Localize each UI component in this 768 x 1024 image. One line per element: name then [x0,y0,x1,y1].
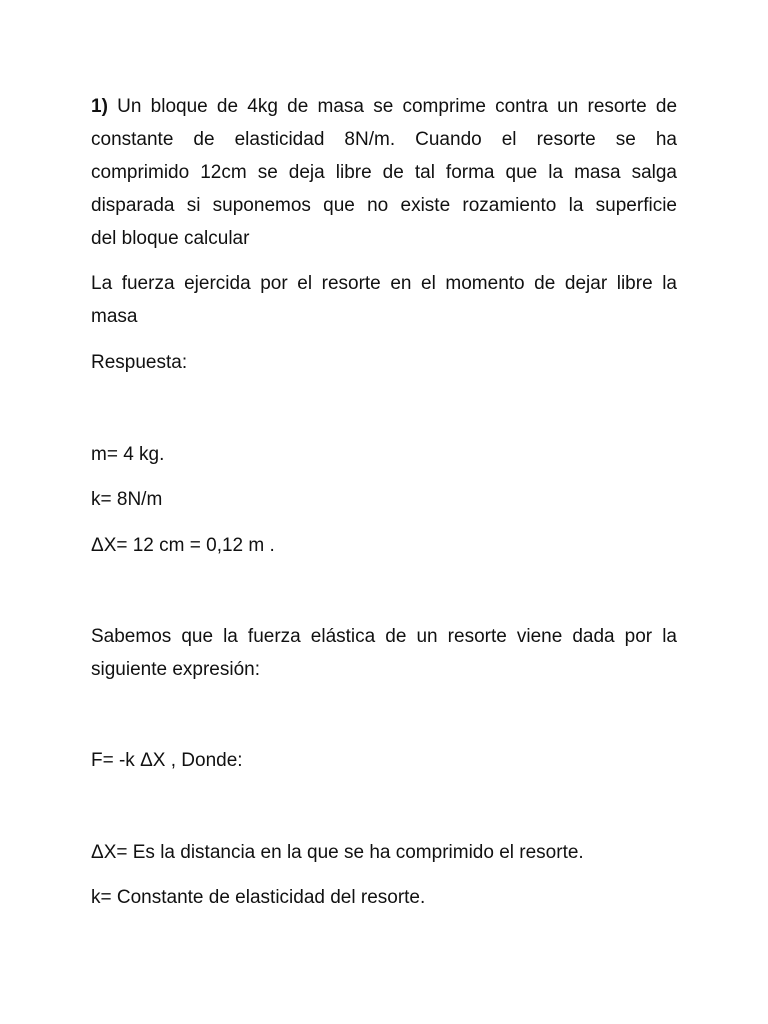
definition-spring-constant: k= Constante de elasticidad del resorte. [91,887,426,908]
explanation-line-1: Sabemos que la fuerza elástica de un resorte viene dada por la [91,626,677,647]
definition-displacement: ΔX= Es la distancia en la que se ha comprimido el resorte. [91,842,584,863]
problem-line-1-text: Un bloque de 4kg de masa se comprime contra un resorte de [117,96,678,117]
question-line-2: masa [91,306,138,327]
problem-line-3: comprimido 12cm se deja libre de tal forma que la masa salga [91,162,677,183]
answer-label: Respuesta: [91,352,188,373]
given-mass: m= 4 kg. [91,444,165,465]
problem-line-1 [91,95,677,119]
explanation-line-2: siguiente expresión: [91,659,260,680]
formula: F= -k ΔX , Donde: [91,750,243,771]
problem-number: 1) [91,96,108,117]
given-spring-constant: k= 8N/m [91,489,163,510]
problem-line-5: del bloque calcular [91,228,250,249]
problem-line-4: disparada si suponemos que no existe rozamiento la superficie [91,195,677,216]
question-line-1: La fuerza ejercida por el resorte en el momento de dejar libre la [91,273,677,294]
problem-line-2: constante de elasticidad 8N/m. Cuando el resorte se ha [91,129,677,150]
given-displacement: ΔX= 12 cm = 0,12 m . [91,535,275,556]
